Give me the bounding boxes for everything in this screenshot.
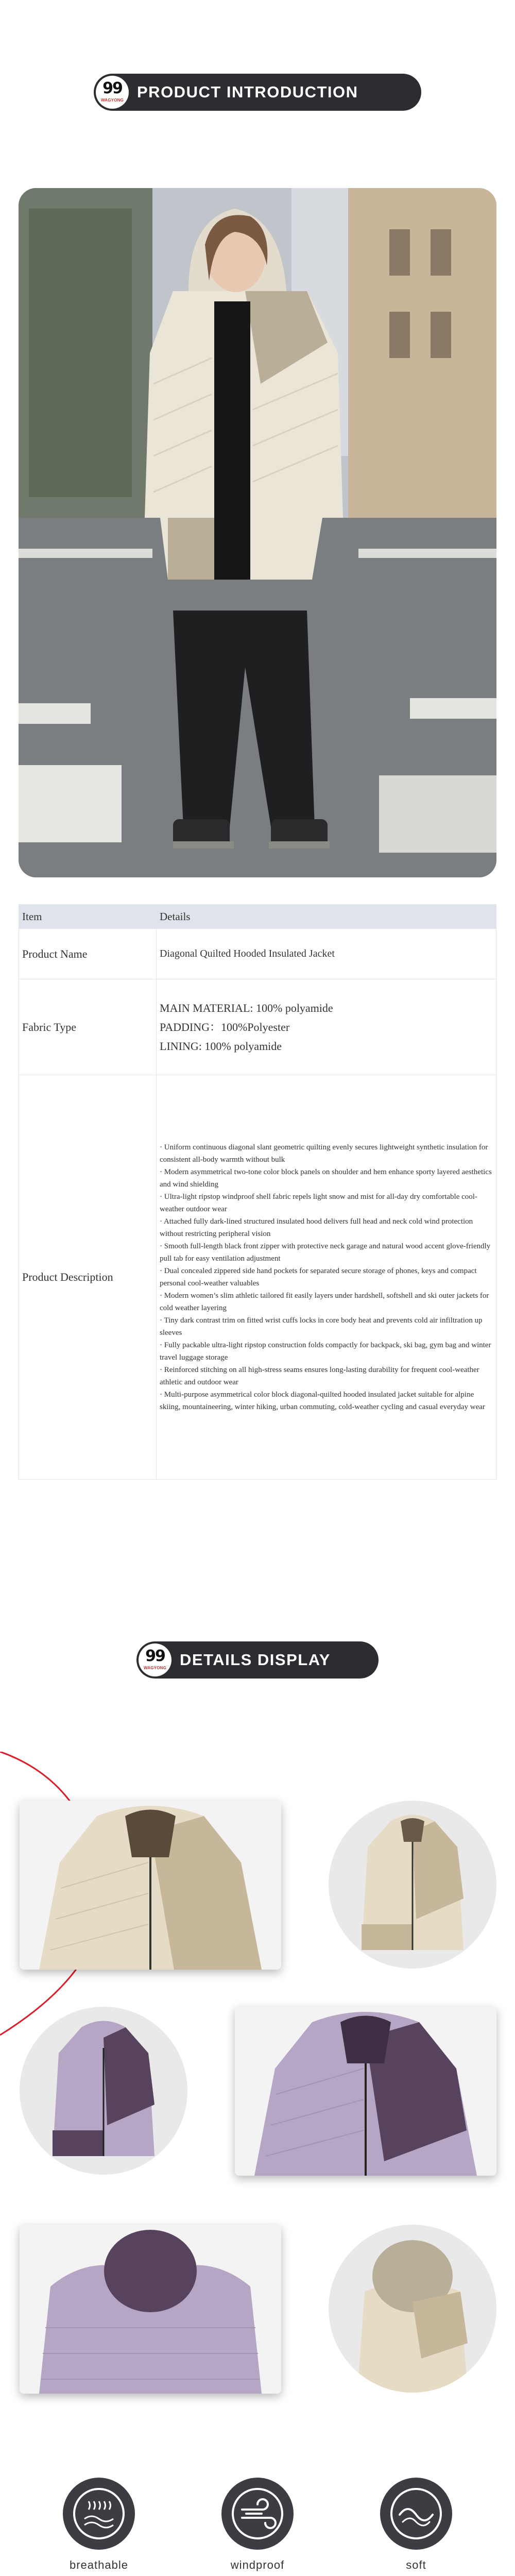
fabric-padding: PADDING：100%Polyester xyxy=(160,1021,290,1033)
detail-photo-cream-hood-circle xyxy=(329,2225,496,2393)
breathable-icon xyxy=(63,2478,135,2550)
table-row xyxy=(19,1075,496,1480)
hero-model-photo xyxy=(19,188,496,877)
fabric-type-label: Fabric Type xyxy=(19,979,157,1075)
description-bullet: · Dual concealed zippered side hand pockets for separated secure storage of phones, keys and compact personal cool-weather valuables xyxy=(160,1267,477,1287)
section-title: PRODUCT INTRODUCTION xyxy=(137,83,358,101)
header-item: Item xyxy=(19,905,157,929)
description-bullet: · Fully packable ultra-light ripstop construction folds compactly for backpack, ski bag, gym bag and winter travel luggage storage xyxy=(160,1341,491,1362)
description-bullet: · Ultra-light ripstop windproof shell fabric repels light snow and mist for all-day dry comfortable cool-weather outdoor wear xyxy=(160,1193,477,1213)
header-details: Details xyxy=(157,905,496,929)
section-title: DETAILS DISPLAY xyxy=(180,1651,331,1669)
description-bullet: · Reinforced stitching on all high-stress seams ensures long-lasting durability for frequent cool-weather athletic and outdoor wear xyxy=(160,1366,479,1386)
description-bullet: · Modern asymmetrical two-tone color block panels on shoulder and hem enhance sporty layered aesthetics and wind shielding xyxy=(160,1168,492,1189)
description-bullet: · Multi-purpose asymmetrical color block diagonal-quilted hooded insulated jacket suitable for alpine skiing, mountaineering, winter hiking, urban commuting, cold-weather cycling and casual everyday wear xyxy=(160,1391,485,1411)
product-name-label: Product Name xyxy=(19,929,157,979)
jacket-illustration xyxy=(20,2225,281,2394)
windproof-icon xyxy=(221,2478,294,2550)
product-description-label: Product Description xyxy=(19,1075,157,1480)
jacket-illustration xyxy=(329,2225,496,2393)
logo-brand: WAGYONG xyxy=(143,1666,167,1670)
detail-photo-lilac-back xyxy=(20,2225,281,2394)
soft-label: soft xyxy=(406,2558,426,2571)
fabric-main: MAIN MATERIAL: 100% polyamide xyxy=(160,1002,333,1014)
brand-logo xyxy=(139,1643,171,1676)
fabric-lining: LINING: 100% polyamide xyxy=(160,1040,282,1053)
jacket-illustration xyxy=(20,1801,281,1970)
logo-brand: WAGYONG xyxy=(100,98,124,103)
jacket-illustration xyxy=(235,2007,496,2176)
product-name-value: Diagonal Quilted Hooded Insulated Jacket xyxy=(157,929,496,979)
details-display-header xyxy=(136,1641,379,1679)
brand-logo xyxy=(96,76,129,109)
breathable-label: breathable xyxy=(70,2558,128,2571)
description-bullet: · Modern women’s slim athletic tailored fit easily layers under hardshell, softshell and ski outer jackets for cold weather layering xyxy=(160,1292,489,1312)
product-intro-header xyxy=(94,74,421,111)
product-spec-table xyxy=(19,904,496,1480)
detail-photo-cream-front xyxy=(20,1801,281,1970)
detail-photo-cream-circle xyxy=(329,1801,496,1969)
logo-number: 99 xyxy=(102,79,122,97)
description-bullet: · Attached fully dark-lined structured insulated hood delivers full head and neck cold wind protection without restricting peripheral vision xyxy=(160,1217,473,1238)
hero-illustration xyxy=(19,188,496,877)
fabric-type-value xyxy=(157,979,496,1075)
detail-photo-lilac-circle xyxy=(20,2007,187,2175)
description-bullet: · Uniform continuous diagonal slant geometric quilting evenly secures lightweight synthetic insulation for consistent all-body warmth without bulk xyxy=(160,1143,488,1164)
table-header-row xyxy=(19,905,496,929)
soft-icon xyxy=(380,2478,452,2550)
detail-photo-lilac-front xyxy=(235,2007,496,2176)
jacket-illustration xyxy=(20,2007,187,2175)
description-bullet: · Tiny dark contrast trim on fitted wrist cuffs locks in core body heat and prevents cold air infiltration up sleeves xyxy=(160,1316,483,1337)
description-bullet: · Smooth full-length black front zipper with protective neck garage and natural wood accent glove-friendly pull tab for easy ventilation adjustment xyxy=(160,1242,491,1263)
table-row xyxy=(19,929,496,979)
logo-number: 99 xyxy=(145,1647,165,1665)
table-row xyxy=(19,979,496,1075)
product-description-value xyxy=(157,1075,496,1480)
jacket-illustration xyxy=(329,1801,496,1969)
windproof-label: windproof xyxy=(230,2558,285,2571)
